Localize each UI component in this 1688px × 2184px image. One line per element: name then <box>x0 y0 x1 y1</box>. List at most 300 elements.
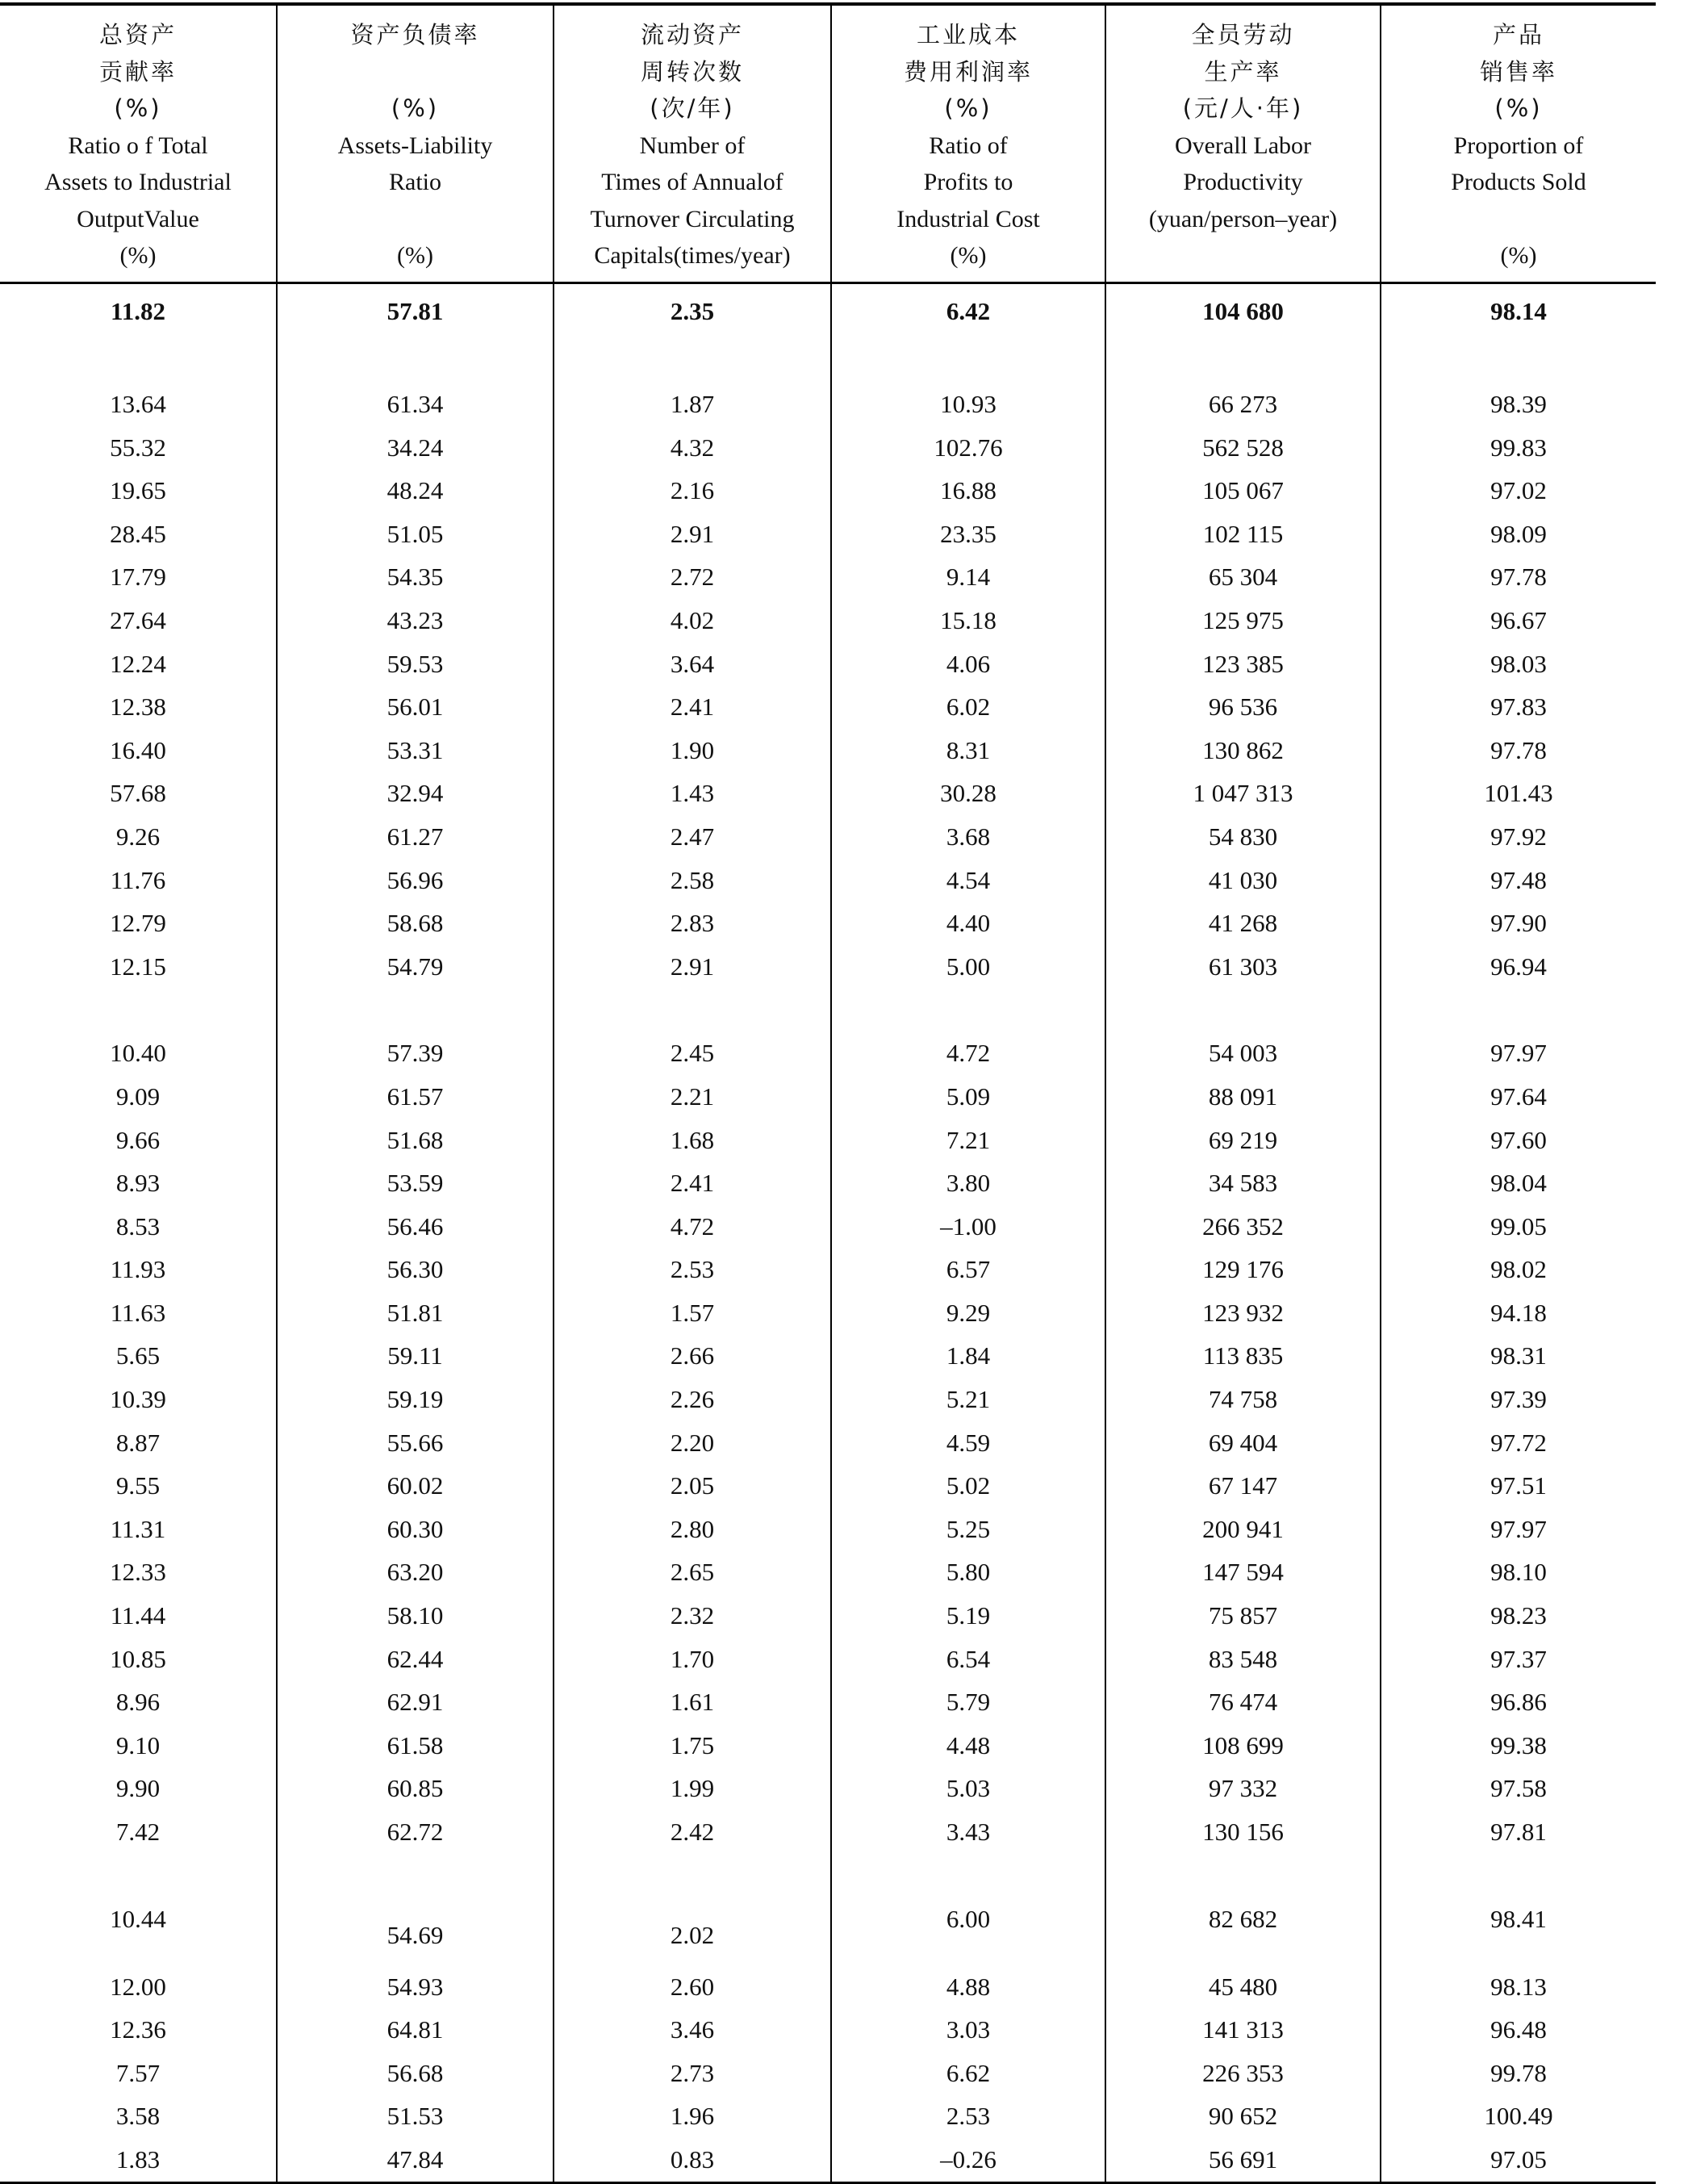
cell-value: 54 003 <box>1208 1039 1278 1068</box>
cell-profit-to-cost-ratio <box>831 642 1105 686</box>
cell-products-sold-ratio <box>1381 513 1656 556</box>
spacer-row <box>0 339 1656 383</box>
table-row <box>0 383 1656 426</box>
cell-labor-productivity <box>1105 1334 1381 1378</box>
cell-value: 2.53 <box>670 1255 715 1284</box>
header-zh-line: (%) <box>1494 94 1543 122</box>
cell-assets-liability-ratio <box>277 772 554 815</box>
table-row <box>0 1965 1656 2009</box>
cell-profit-to-cost-ratio <box>831 2052 1105 2095</box>
cell-labor-productivity <box>1105 1464 1381 1508</box>
cell-value: 102.76 <box>934 433 1003 462</box>
table-row <box>0 1638 1656 1681</box>
header-zh-line: 流动资产 <box>640 21 744 48</box>
cell-value: 97.78 <box>1490 735 1547 764</box>
cell-value: 8.87 <box>115 1428 161 1457</box>
table-row <box>0 1119 1656 1162</box>
header-en-line: Proportion of <box>1453 132 1584 159</box>
cell-value: 130 862 <box>1202 735 1284 764</box>
cell-value: 10.93 <box>940 390 997 418</box>
cell-value: 4.72 <box>946 1039 991 1068</box>
cell-value: 60.85 <box>386 1774 444 1803</box>
cell-circulating-capital-turnover <box>554 1378 831 1421</box>
cell-value: 1.84 <box>946 1341 991 1370</box>
cell-value: 55.66 <box>386 1428 444 1457</box>
cell-value: 4.40 <box>946 909 991 938</box>
cell-value: 2.02 <box>670 1920 715 1949</box>
cell-profit-to-cost-ratio <box>831 383 1105 426</box>
cell-value: 98.39 <box>1490 390 1547 418</box>
header-unit: (%) <box>950 242 987 269</box>
cell-value: 59.53 <box>386 649 444 678</box>
cell-circulating-capital-turnover <box>554 1965 831 2009</box>
cell-value: 62.44 <box>386 1644 444 1673</box>
cell-value: 54.79 <box>386 952 444 981</box>
cell-circulating-capital-turnover <box>554 1810 831 1854</box>
table-row <box>0 1724 1656 1768</box>
column-header-circulating-capital-turnover <box>554 4 831 283</box>
header-en-line: Number of <box>639 132 746 159</box>
cell-value: 2.91 <box>670 519 715 548</box>
cell-value: –1.00 <box>940 1211 997 1241</box>
cell-circulating-capital-turnover <box>554 1248 831 1291</box>
header-unit: (%) <box>119 242 157 269</box>
table-row <box>0 2052 1656 2095</box>
cell-labor-productivity <box>1105 1161 1381 1205</box>
spacer-cell <box>554 339 831 383</box>
header-en-line: Ratio o f Total <box>68 132 208 159</box>
column-header-assets-liability-ratio <box>277 4 554 283</box>
cell-value: 55.32 <box>110 433 166 462</box>
cell-products-sold-ratio <box>1381 1508 1656 1551</box>
cell-circulating-capital-turnover <box>554 1464 831 1508</box>
table-row <box>0 902 1656 945</box>
cell-value: 28.45 <box>110 519 166 548</box>
cell-value: 32.94 <box>386 779 444 808</box>
cell-profit-to-cost-ratio <box>831 1334 1105 1378</box>
cell-value: 88 091 <box>1208 1082 1278 1111</box>
cell-assets-liability-ratio <box>277 729 554 772</box>
cell-value: 3.58 <box>115 2102 161 2131</box>
cell-value: 2.65 <box>670 1558 715 1587</box>
cell-value: 1.90 <box>670 735 715 764</box>
table-row <box>0 1421 1656 1465</box>
table-row <box>0 555 1656 599</box>
spacer-cell <box>554 1854 831 1897</box>
cell-assets-liability-ratio <box>277 1421 554 1465</box>
cell-value: 97.48 <box>1490 865 1547 894</box>
cell-value: 66 273 <box>1208 390 1278 418</box>
cell-circulating-capital-turnover <box>554 1680 831 1724</box>
cell-products-sold-ratio <box>1381 469 1656 513</box>
cell-products-sold-ratio <box>1381 1550 1656 1594</box>
cell-total-assets-contribution <box>0 642 277 686</box>
header-en-line: Profits to <box>923 169 1013 195</box>
cell-assets-liability-ratio <box>277 1119 554 1162</box>
cell-value: 98.31 <box>1490 1341 1547 1370</box>
table-body <box>0 283 1656 2183</box>
cell-value: 2.72 <box>670 563 715 592</box>
table-row <box>0 1075 1656 1119</box>
cell-labor-productivity <box>1105 1594 1381 1638</box>
cell-value: 15.18 <box>940 605 997 634</box>
cell-value: 2.58 <box>670 865 715 894</box>
cell-value: 200 941 <box>1202 1514 1284 1543</box>
cell-labor-productivity <box>1105 1638 1381 1681</box>
cell-value: 34.24 <box>386 433 444 462</box>
cell-value: 56 691 <box>1208 2144 1278 2174</box>
header-en-line: OutputValue <box>77 205 199 232</box>
header-en-line: Assets to Industrial <box>44 169 232 195</box>
spacer-cell <box>831 988 1105 1031</box>
table-row <box>0 1594 1656 1638</box>
cell-circulating-capital-turnover <box>554 1638 831 1681</box>
cell-value: 54 830 <box>1208 822 1278 851</box>
cell-value: 97.39 <box>1490 1385 1547 1414</box>
cell-value: 61.34 <box>386 390 444 418</box>
cell-products-sold-ratio <box>1381 1638 1656 1681</box>
cell-value: 2.53 <box>946 2102 991 2131</box>
cell-products-sold-ratio <box>1381 1075 1656 1119</box>
cell-total-assets-contribution <box>0 1119 277 1162</box>
cell-value: 105 067 <box>1202 476 1284 505</box>
cell-products-sold-ratio <box>1381 2052 1656 2095</box>
cell-value: 98.13 <box>1490 1972 1547 2001</box>
spacer-cell <box>831 339 1105 383</box>
cell-assets-liability-ratio <box>277 1724 554 1768</box>
cell-total-assets-contribution <box>0 383 277 426</box>
table-row <box>0 859 1656 902</box>
cell-value: 10.39 <box>110 1385 166 1414</box>
cell-value: 65 304 <box>1208 563 1278 592</box>
cell-value: 2.45 <box>670 1039 715 1068</box>
cell-circulating-capital-turnover <box>554 1594 831 1638</box>
cell-profit-to-cost-ratio <box>831 2008 1105 2052</box>
cell-labor-productivity <box>1105 1205 1381 1249</box>
header-zh-line: 销售率 <box>1479 57 1557 86</box>
cell-profit-to-cost-ratio <box>831 1378 1105 1421</box>
cell-value: 6.02 <box>946 692 991 722</box>
cell-total-assets-contribution <box>0 902 277 945</box>
cell-value: 17.79 <box>110 563 166 592</box>
cell-value: 6.62 <box>946 2058 991 2087</box>
cell-value: 5.80 <box>946 1558 991 1587</box>
cell-value: 2.35 <box>670 297 715 325</box>
header-zh-line: 周转次数 <box>640 57 744 86</box>
cell-value: 4.02 <box>670 605 715 634</box>
cell-labor-productivity <box>1105 383 1381 426</box>
header-zh-line: (%) <box>391 94 440 122</box>
cell-value: 2.41 <box>670 692 715 722</box>
column-header-products-sold-ratio <box>1381 4 1656 283</box>
table-row <box>0 2008 1656 2052</box>
cell-circulating-capital-turnover <box>554 599 831 642</box>
cell-products-sold-ratio <box>1381 1594 1656 1638</box>
cell-labor-productivity <box>1105 2008 1381 2052</box>
cell-value: 74 758 <box>1208 1385 1278 1414</box>
cell-total-assets-contribution <box>0 1464 277 1508</box>
cell-value: 61.57 <box>386 1082 444 1111</box>
cell-circulating-capital-turnover <box>554 2094 831 2138</box>
cell-labor-productivity <box>1105 1965 1381 2009</box>
cell-value: 54.35 <box>386 563 444 592</box>
cell-profit-to-cost-ratio <box>831 1594 1105 1638</box>
cell-value: 3.03 <box>946 2015 991 2044</box>
total-row <box>0 283 1656 340</box>
cell-total-assets-contribution <box>0 1897 277 1965</box>
cell-profit-to-cost-ratio <box>831 1291 1105 1335</box>
cell-value: 99.05 <box>1490 1211 1547 1241</box>
cell-value: 2.83 <box>670 909 715 938</box>
cell-labor-productivity <box>1105 1075 1381 1119</box>
cell-profit-to-cost-ratio <box>831 1248 1105 1291</box>
cell-assets-liability-ratio <box>277 1161 554 1205</box>
cell-value: 94.18 <box>1490 1298 1547 1327</box>
cell-value: 12.15 <box>110 952 166 981</box>
cell-value: 2.32 <box>670 1601 715 1630</box>
cell-value: 1.61 <box>670 1688 715 1717</box>
spacer-cell <box>277 1854 554 1897</box>
table-row <box>0 1378 1656 1421</box>
cell-labor-productivity <box>1105 1031 1381 1075</box>
cell-circulating-capital-turnover <box>554 1897 831 1965</box>
cell-labor-productivity <box>1105 945 1381 989</box>
cell-labor-productivity <box>1105 426 1381 470</box>
cell-products-sold-ratio <box>1381 2008 1656 2052</box>
cell-assets-liability-ratio <box>277 383 554 426</box>
cell-products-sold-ratio <box>1381 772 1656 815</box>
cell-value: 4.48 <box>946 1730 991 1759</box>
cell-value: 2.73 <box>670 2058 715 2087</box>
table-row <box>0 945 1656 989</box>
cell-value: 1.83 <box>115 2144 161 2174</box>
cell-labor-productivity <box>1105 599 1381 642</box>
cell-labor-productivity <box>1105 815 1381 859</box>
spacer-cell <box>277 988 554 1031</box>
cell-value: 59.11 <box>387 1341 443 1370</box>
cell-total-assets-contribution <box>0 1378 277 1421</box>
cell-total-assets-contribution <box>0 729 277 772</box>
header-zh-line: (次/年) <box>650 94 735 122</box>
cell-value: 7.21 <box>946 1125 991 1154</box>
cell-circulating-capital-turnover <box>554 1119 831 1162</box>
cell-value: 123 385 <box>1202 649 1284 678</box>
cell-value: 63.20 <box>386 1558 444 1587</box>
cell-assets-liability-ratio <box>277 1680 554 1724</box>
cell-circulating-capital-turnover <box>554 1550 831 1594</box>
cell-products-sold-ratio <box>1381 1161 1656 1205</box>
cell-total-assets-contribution <box>0 1680 277 1724</box>
cell-value: 9.29 <box>946 1298 991 1327</box>
header-en-line: Overall Labor <box>1174 132 1312 159</box>
cell-total-assets-contribution <box>0 2094 277 2138</box>
cell-profit-to-cost-ratio <box>831 1075 1105 1119</box>
cell-value: 8.53 <box>115 1211 161 1241</box>
cell-assets-liability-ratio <box>277 815 554 859</box>
cell-total-assets-contribution <box>0 945 277 989</box>
cell-value: 99.38 <box>1490 1730 1547 1759</box>
cell-assets-liability-ratio <box>277 283 554 340</box>
cell-value: 2.21 <box>670 1082 715 1111</box>
cell-total-assets-contribution <box>0 555 277 599</box>
spacer-cell <box>831 1854 1105 1897</box>
cell-profit-to-cost-ratio <box>831 1464 1105 1508</box>
cell-value: 61.58 <box>386 1730 444 1759</box>
cell-value: 99.78 <box>1490 2058 1547 2087</box>
header-zh-line: 总资产 <box>98 21 177 48</box>
cell-value: 60.02 <box>386 1471 444 1500</box>
cell-profit-to-cost-ratio <box>831 599 1105 642</box>
cell-labor-productivity <box>1105 469 1381 513</box>
cell-value: 12.38 <box>110 692 166 722</box>
cell-value: 97.64 <box>1490 1082 1547 1111</box>
cell-products-sold-ratio <box>1381 1248 1656 1291</box>
cell-products-sold-ratio <box>1381 1897 1656 1965</box>
cell-value: 3.43 <box>946 1818 991 1846</box>
cell-labor-productivity <box>1105 1680 1381 1724</box>
column-header-labor-productivity <box>1105 4 1381 283</box>
spacer-cell <box>1105 339 1381 383</box>
cell-labor-productivity <box>1105 1291 1381 1335</box>
cell-value: 98.09 <box>1490 519 1547 548</box>
cell-assets-liability-ratio <box>277 2052 554 2095</box>
cell-profit-to-cost-ratio <box>831 729 1105 772</box>
cell-value: 62.91 <box>386 1688 444 1717</box>
cell-value: 12.33 <box>110 1558 166 1587</box>
cell-value: 56.68 <box>386 2058 444 2087</box>
cell-value: 12.24 <box>110 649 166 678</box>
cell-circulating-capital-turnover <box>554 283 831 340</box>
cell-circulating-capital-turnover <box>554 426 831 470</box>
cell-profit-to-cost-ratio <box>831 2094 1105 2138</box>
cell-value: 11.44 <box>110 1601 166 1630</box>
table-row <box>0 1767 1656 1810</box>
cell-value: 9.55 <box>115 1471 161 1500</box>
cell-value: 2.42 <box>670 1818 715 1846</box>
cell-value: 9.10 <box>115 1730 161 1759</box>
table-row <box>0 469 1656 513</box>
cell-products-sold-ratio <box>1381 729 1656 772</box>
cell-circulating-capital-turnover <box>554 555 831 599</box>
cell-labor-productivity <box>1105 1767 1381 1810</box>
cell-value: 19.65 <box>110 476 166 505</box>
cell-assets-liability-ratio <box>277 1464 554 1508</box>
table-row <box>0 1810 1656 1854</box>
cell-value: 48.24 <box>386 476 444 505</box>
cell-value: 9.26 <box>115 822 161 851</box>
cell-labor-productivity <box>1105 902 1381 945</box>
cell-circulating-capital-turnover <box>554 1421 831 1465</box>
table-row <box>0 2094 1656 2138</box>
cell-assets-liability-ratio <box>277 1031 554 1075</box>
cell-products-sold-ratio <box>1381 1421 1656 1465</box>
header-unit: Capitals(times/year) <box>594 242 791 269</box>
cell-circulating-capital-turnover <box>554 1205 831 1249</box>
cell-value: 8.31 <box>946 735 991 764</box>
cell-value: 56.46 <box>386 1211 444 1241</box>
cell-value: 123 932 <box>1202 1298 1284 1327</box>
cell-labor-productivity <box>1105 283 1381 340</box>
cell-assets-liability-ratio <box>277 945 554 989</box>
table-row <box>0 1464 1656 1508</box>
cell-value: 6.00 <box>946 1904 991 1933</box>
cell-products-sold-ratio <box>1381 1680 1656 1724</box>
cell-circulating-capital-turnover <box>554 1767 831 1810</box>
cell-value: 56.01 <box>386 692 444 722</box>
cell-value: 1.87 <box>670 390 715 418</box>
cell-products-sold-ratio <box>1381 2094 1656 2138</box>
cell-value: 96 536 <box>1208 692 1278 722</box>
cell-profit-to-cost-ratio <box>831 859 1105 902</box>
cell-assets-liability-ratio <box>277 426 554 470</box>
cell-value: 97.58 <box>1490 1774 1547 1803</box>
cell-labor-productivity <box>1105 1378 1381 1421</box>
cell-profit-to-cost-ratio <box>831 772 1105 815</box>
header-row <box>0 4 1656 283</box>
header-zh-line: 贡献率 <box>98 57 177 86</box>
table-row <box>0 685 1656 729</box>
cell-labor-productivity <box>1105 555 1381 599</box>
cell-value: 4.54 <box>946 865 991 894</box>
cell-assets-liability-ratio <box>277 1550 554 1594</box>
cell-value: 12.00 <box>110 1972 166 2001</box>
cell-assets-liability-ratio <box>277 2008 554 2052</box>
spacer-cell <box>1381 988 1656 1031</box>
header-en-line: Ratio of <box>929 132 1008 159</box>
cell-value: 226 353 <box>1202 2058 1284 2087</box>
table-row <box>0 1508 1656 1551</box>
cell-value: 5.65 <box>115 1341 161 1370</box>
table-row <box>0 1031 1656 1075</box>
cell-value: 5.19 <box>946 1601 991 1630</box>
cell-value: 97.60 <box>1490 1125 1547 1154</box>
cell-value: 5.25 <box>946 1514 991 1543</box>
cell-value: 53.59 <box>386 1169 444 1198</box>
cell-value: 97.51 <box>1490 1471 1547 1500</box>
cell-products-sold-ratio <box>1381 642 1656 686</box>
cell-circulating-capital-turnover <box>554 513 831 556</box>
cell-assets-liability-ratio <box>277 902 554 945</box>
cell-value: 104 680 <box>1202 297 1284 325</box>
table-row <box>0 1248 1656 1291</box>
cell-circulating-capital-turnover <box>554 1031 831 1075</box>
spacer-cell <box>0 339 277 383</box>
cell-assets-liability-ratio <box>277 1248 554 1291</box>
cell-value: 51.53 <box>386 2102 444 2131</box>
table-row <box>0 1205 1656 1249</box>
cell-products-sold-ratio <box>1381 1724 1656 1768</box>
header-zh-line: (元/人·年) <box>1182 94 1304 122</box>
cell-circulating-capital-turnover <box>554 469 831 513</box>
cell-value: 2.05 <box>670 1471 715 1500</box>
cell-products-sold-ratio <box>1381 1810 1656 1854</box>
cell-value: 3.64 <box>670 649 715 678</box>
cell-value: 98.10 <box>1490 1558 1547 1587</box>
cell-total-assets-contribution <box>0 1767 277 1810</box>
cell-circulating-capital-turnover <box>554 945 831 989</box>
spacer-row <box>0 1854 1656 1897</box>
cell-value: 59.19 <box>386 1385 444 1414</box>
header-en-line: Ratio <box>389 169 441 195</box>
cell-value: 56.96 <box>386 865 444 894</box>
table-row <box>0 426 1656 470</box>
cell-total-assets-contribution <box>0 815 277 859</box>
table-row <box>0 1550 1656 1594</box>
cell-value: 34 583 <box>1208 1169 1278 1198</box>
cell-value: 113 835 <box>1202 1341 1284 1370</box>
header-zh-line: 费用利润率 <box>903 57 1033 86</box>
cell-products-sold-ratio <box>1381 1464 1656 1508</box>
